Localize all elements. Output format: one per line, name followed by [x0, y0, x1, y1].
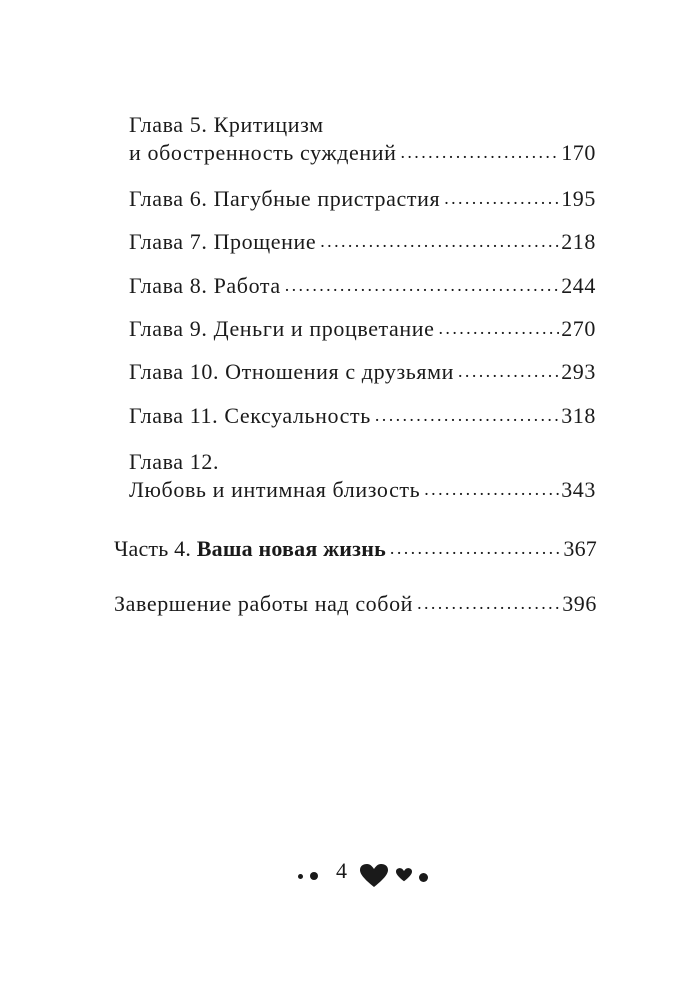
dot-leader [417, 589, 560, 617]
toc-page-number: 367 [563, 536, 597, 561]
toc-entry-title [114, 535, 386, 563]
toc-page-number: 293 [561, 359, 596, 384]
toc-entry-title: Завершение работы над собой [114, 591, 414, 616]
toc-page-number: 218 [561, 229, 596, 254]
toc-entry-title-line: и обостренность суждений [129, 140, 397, 165]
page-number: 4 [336, 858, 347, 883]
toc-page-number: 318 [561, 403, 596, 428]
toc-entry-title: Глава 7. Прощение [129, 229, 317, 254]
toc-page-number: 170 [561, 140, 596, 165]
toc-page-number: 270 [561, 316, 596, 341]
toc-page-number: 343 [561, 477, 596, 502]
toc-page-number: 195 [561, 186, 596, 211]
dot-icon [419, 873, 428, 882]
dot-leader [320, 227, 559, 255]
toc-entry-part-4[interactable] [114, 535, 597, 564]
toc-entry-conclusion[interactable] [114, 590, 597, 619]
toc-entry-chapter-12[interactable] [129, 448, 596, 505]
part-prefix: Часть 4. [114, 536, 197, 561]
toc-entry-chapter-6[interactable] [129, 185, 596, 214]
toc-entry-title: Глава 9. Деньги и процветание [129, 316, 435, 341]
toc-entry-title: Глава 8. Работа [129, 273, 281, 298]
part-title: Ваша новая жизнь [196, 536, 386, 561]
heart-icon [396, 868, 412, 882]
dot-leader [458, 357, 559, 385]
dot-icon [298, 874, 303, 879]
dot-icon [310, 872, 318, 880]
toc-entry-chapter-10[interactable] [129, 358, 596, 387]
page-footer [0, 852, 686, 892]
toc-entry-title: Глава 6. Пагубные пристрастия [129, 186, 441, 211]
toc-entry-title: Глава 11. Сексуальность [129, 403, 371, 428]
toc-page-number: 396 [562, 591, 597, 616]
toc-entry-chapter-8[interactable] [129, 272, 596, 301]
dot-leader [444, 184, 559, 212]
toc-entry-title-line: Глава 5. Критицизм [129, 112, 324, 137]
toc-entry-chapter-7[interactable] [129, 228, 596, 257]
toc-entry-chapter-11[interactable] [129, 402, 596, 431]
dot-leader [375, 401, 559, 429]
toc-entry-title-line: Глава 12. [129, 449, 220, 474]
dot-leader [439, 314, 560, 342]
dot-leader [424, 475, 559, 503]
dot-leader [285, 271, 559, 299]
toc-entry-title-line: Любовь и интимная близость [129, 477, 421, 502]
toc-page-number: 244 [561, 273, 596, 298]
toc-entry-chapter-9[interactable] [129, 315, 596, 344]
dot-leader [390, 534, 561, 562]
dot-leader [401, 138, 560, 166]
toc-entry-title: Глава 10. Отношения с друзьями [129, 359, 455, 384]
toc-entry-chapter-5[interactable] [129, 111, 596, 168]
heart-icon [360, 864, 388, 888]
